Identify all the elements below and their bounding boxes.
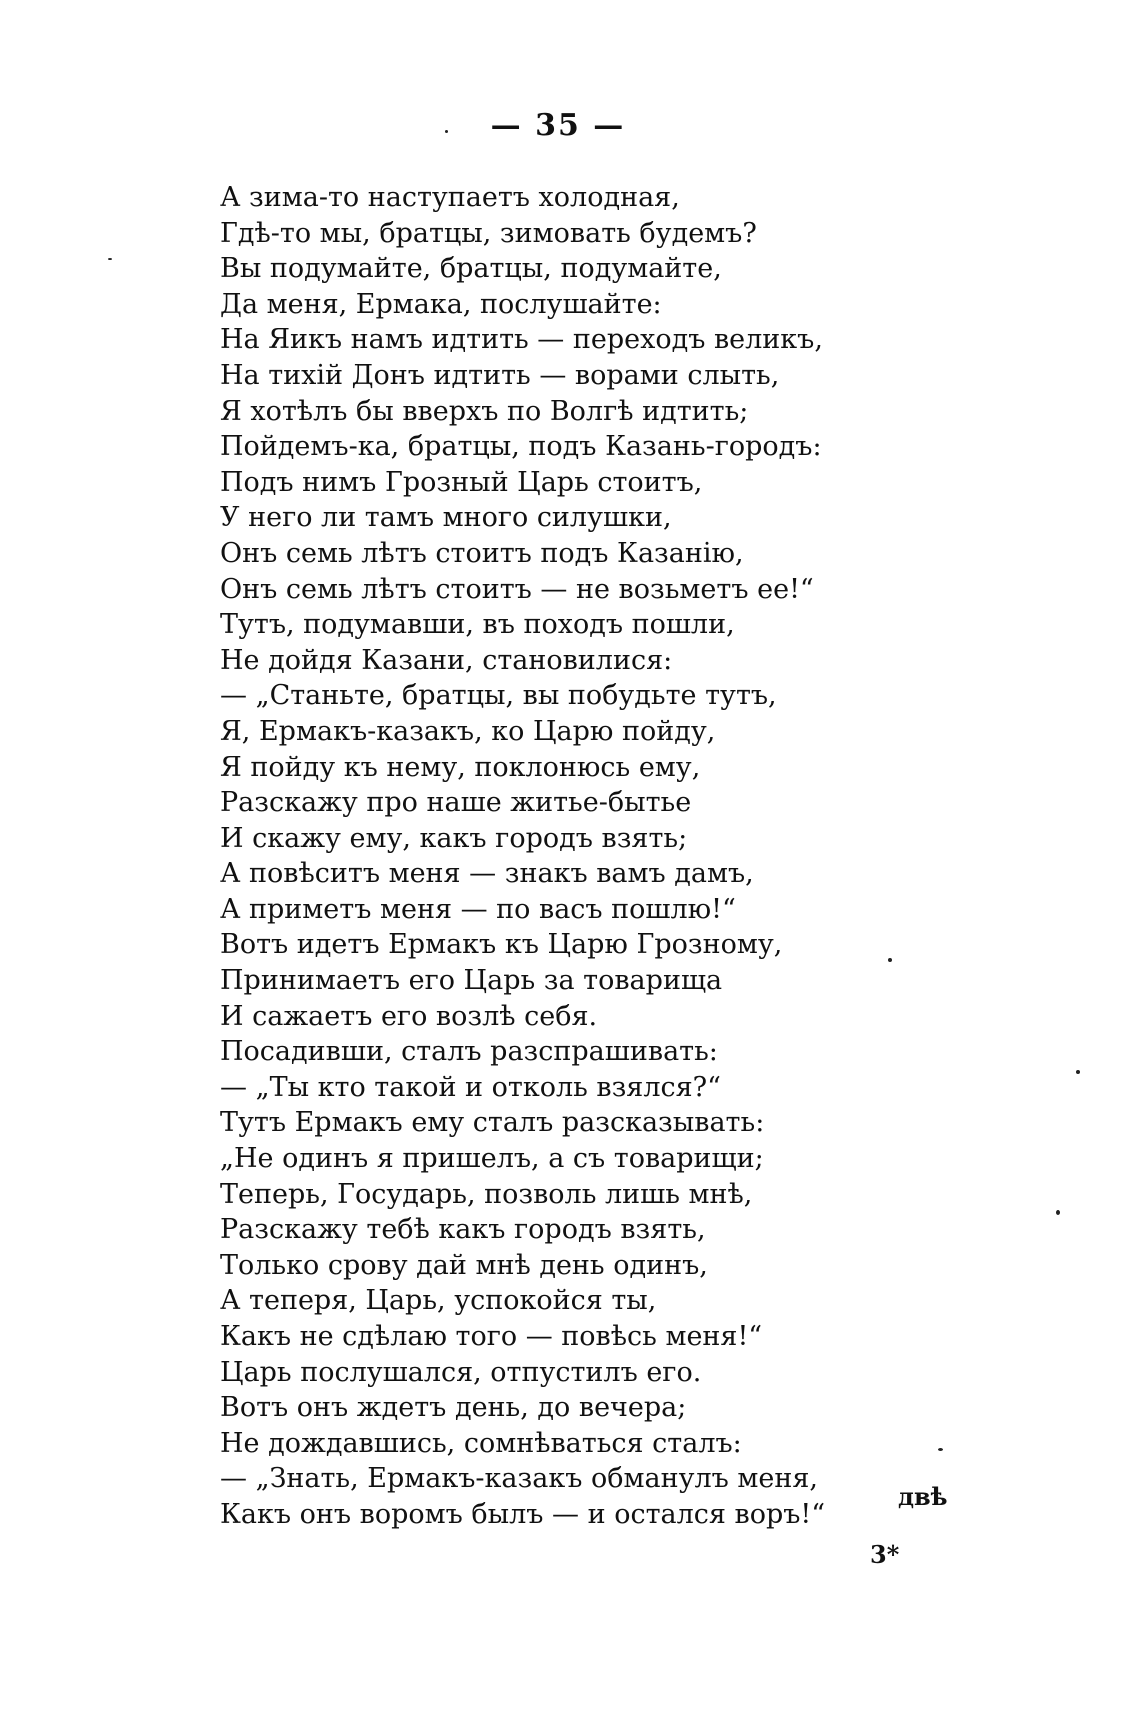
- scan-speck: [445, 130, 448, 133]
- scan-speck: [888, 958, 892, 962]
- verse-line: Какъ не сдѣлаю того — повѣсь меня!“: [220, 1321, 763, 1352]
- verse-line: Я, Ермакъ-казакъ, ко Царю пойду,: [220, 715, 716, 747]
- verse-line: Я пойду къ нему, поклонюсь ему,: [220, 751, 701, 783]
- scan-speck: [938, 1448, 943, 1451]
- verse-line: Какъ онъ воромъ былъ — и остался воръ!“: [220, 1498, 826, 1530]
- verse-line: Да меня, Ермака, послушайте:: [220, 288, 662, 320]
- verse-line: Подъ нимъ Грозный Царь стоитъ,: [220, 466, 703, 498]
- verse-line: — „Станьте, братцы, вы побудьте тутъ,: [220, 680, 777, 712]
- verse-line: На Яикъ намъ идтить — переходъ великъ,: [220, 324, 823, 356]
- catchword: двѣ: [898, 1482, 948, 1511]
- verse-line: Тутъ Ермакъ ему сталъ разсказывать:: [220, 1107, 765, 1139]
- poem-verse: [220, 180, 940, 1533]
- verse-line: А теперя, Царь, успокойся ты,: [220, 1285, 657, 1317]
- verse-line: Посадивши, сталъ разспрашивать:: [220, 1036, 718, 1068]
- verse-line: На тихій Донъ идтить — ворами слыть,: [220, 359, 780, 391]
- verse-line: Принимаетъ его Царь за товарища: [220, 965, 723, 997]
- scan-speck: [108, 258, 112, 260]
- verse-line: И сажаетъ его возлѣ себя.: [220, 1000, 598, 1032]
- verse-line: Онъ семь лѣтъ стоитъ подъ Казанію,: [220, 537, 744, 569]
- verse-line: Я хотѣлъ бы вверхъ по Волгѣ идтить;: [220, 395, 749, 427]
- verse-line: А повѣситъ меня — знакъ вамъ дамъ,: [220, 858, 754, 890]
- verse-line: Царь послушался, отпустилъ его.: [220, 1356, 702, 1388]
- verse-line: — „Знать, Ермакъ-казакъ обманулъ меня,: [220, 1463, 818, 1495]
- verse-line: — „Ты кто такой и отколь взялся?“: [220, 1071, 721, 1103]
- verse-line: А приметъ меня — по васъ пошлю!“: [220, 893, 736, 925]
- verse-line: Вотъ идетъ Ермакъ къ Царю Грозному,: [220, 929, 783, 961]
- scan-speck: [1056, 1210, 1060, 1215]
- verse-line: Пойдемъ-ка, братцы, подъ Казань-городъ:: [220, 431, 822, 463]
- page-number: — 35 —: [490, 108, 626, 143]
- verse-line: Не дождавшись, сомнѣваться сталъ:: [220, 1427, 742, 1459]
- verse-line: Онъ семь лѣтъ стоитъ — не возьметъ ее!“: [220, 573, 814, 605]
- verse-line: Гдѣ-то мы, братцы, зимовать будемъ?: [220, 217, 757, 249]
- scan-speck: [1076, 1070, 1080, 1074]
- printer-signature: 3*: [870, 1540, 900, 1569]
- verse-line: Вы подумайте, братцы, подумайте,: [220, 253, 722, 285]
- verse-line: Тутъ, подумавши, въ походъ пошли,: [220, 609, 735, 641]
- verse-line: Теперь, Государь, позволь лишь мнѣ,: [220, 1178, 753, 1210]
- verse-line: „Не одинъ я пришелъ, а съ товарищи;: [220, 1143, 764, 1175]
- verse-line: Только срову дай мнѣ день одинъ,: [220, 1249, 708, 1281]
- verse-line: Разскажу про наше житье-бытье: [220, 787, 692, 819]
- verse-line: И скажу ему, какъ городъ взять;: [220, 822, 688, 854]
- verse-line: Вотъ онъ ждетъ день, до вечера;: [220, 1392, 687, 1424]
- verse-line: Не дойдя Казани, становилися:: [220, 644, 673, 676]
- verse-line: Разскажу тебѣ какъ городъ взять,: [220, 1214, 706, 1246]
- verse-line: У него ли тамъ много силушки,: [220, 502, 672, 534]
- verse-line: А зима-то наступаетъ холодная,: [220, 182, 680, 213]
